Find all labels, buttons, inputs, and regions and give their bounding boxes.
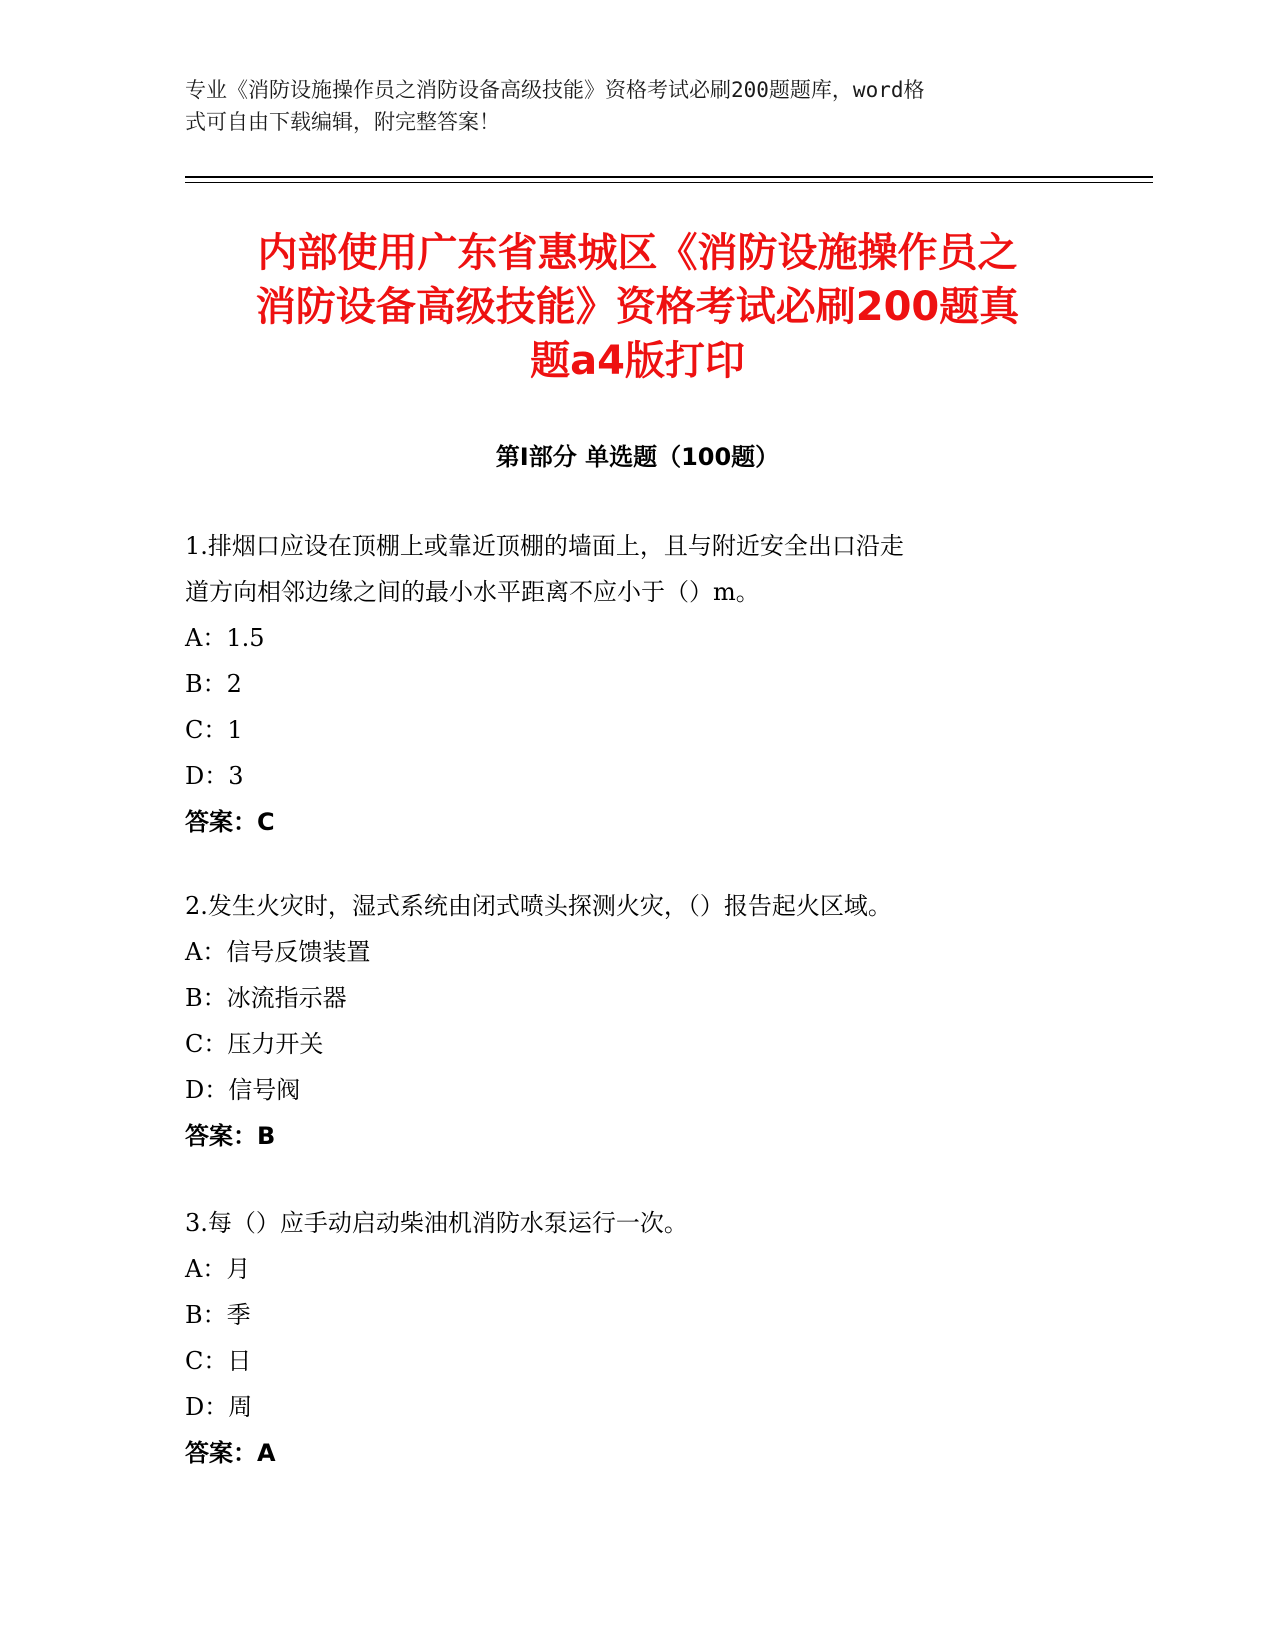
question-1-stem-line-2: 道方向相邻边缘之间的最小水平距离不应小于（）m。 <box>185 578 760 606</box>
document-title-line-1: 内部使用广东省惠城区《消防设施操作员之 <box>257 230 1018 276</box>
question-3-option-c: C：日 <box>185 1347 252 1375</box>
question-1-option-d: D：3 <box>185 762 244 790</box>
question-3-answer: 答案：A <box>185 1439 276 1467</box>
question-2-stem-line-1: 2.发生火灾时，湿式系统由闭式喷头探测火灾，（）报告起火区域。 <box>185 892 892 920</box>
question-1 <box>185 523 1085 845</box>
question-1-option-b: B：2 <box>185 670 242 698</box>
question-2-option-a: A：信号反馈装置 <box>185 938 371 966</box>
section-title: 第Ⅰ部分 单选题（100题） <box>495 443 780 471</box>
document-title-line-3: 题a4版打印 <box>530 338 745 384</box>
question-3-option-b: B：季 <box>185 1301 251 1329</box>
question-2-option-b: B：冰流指示器 <box>185 984 347 1012</box>
question-1-option-a: A：1.5 <box>185 624 265 652</box>
header-note-line-1: 专业《消防设施操作员之消防设备高级技能》资格考试必刷200题题库，word格 <box>185 78 925 102</box>
document-title-line-2: 消防设备高级技能》资格考试必刷200题真 <box>255 284 1020 330</box>
question-1-stem-line-1: 1.排烟口应设在顶棚上或靠近顶棚的墙面上，且与附近安全出口沿走 <box>185 532 904 560</box>
question-2 <box>185 883 1085 1159</box>
header-note-line-2: 式可自由下载编辑，附完整答案！ <box>185 110 500 134</box>
header-divider-thick <box>185 176 1153 178</box>
question-2-answer: 答案：B <box>185 1122 276 1150</box>
question-3 <box>185 1200 1085 1476</box>
question-3-option-a: A：月 <box>185 1255 251 1283</box>
question-2-option-c: C：压力开关 <box>185 1030 324 1058</box>
question-1-option-c: C：1 <box>185 716 243 744</box>
header-note <box>185 74 1085 138</box>
question-1-answer: 答案：C <box>185 808 275 836</box>
question-3-stem-line-1: 3.每（）应手动启动柴油机消防水泵运行一次。 <box>185 1209 688 1237</box>
question-2-option-d: D：信号阀 <box>185 1076 301 1104</box>
question-3-option-d: D：周 <box>185 1393 253 1421</box>
header-divider-thin <box>185 182 1153 183</box>
document-title <box>150 226 1125 388</box>
